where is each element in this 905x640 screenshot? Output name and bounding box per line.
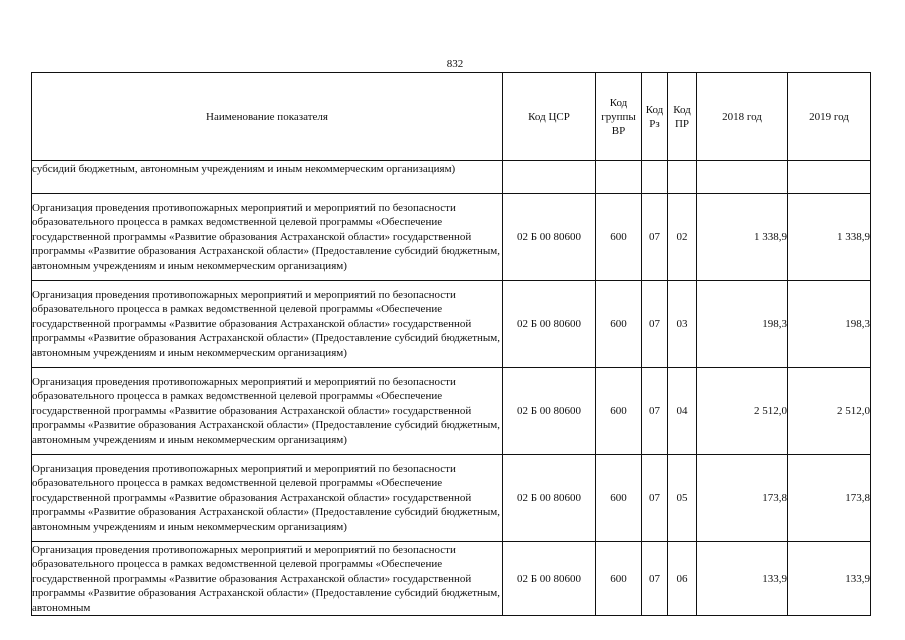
row-vr-code: 600 (596, 194, 642, 281)
table-row-continuation (32, 161, 871, 194)
row-value-2019: 173,8 (788, 455, 871, 542)
row-csr-code: 02 Б 00 80600 (503, 542, 596, 616)
row-rz-code: 07 (642, 455, 668, 542)
row-value-2018: 2 512,0 (697, 368, 788, 455)
row-rz-empty (642, 161, 668, 194)
row-pr-code: 05 (668, 455, 697, 542)
row-rz-code: 07 (642, 194, 668, 281)
row-vr-empty (596, 161, 642, 194)
header-csr-code: Код ЦСР (503, 73, 596, 161)
row-value-2018: 173,8 (697, 455, 788, 542)
table-header-row (32, 73, 871, 161)
table-row (32, 368, 871, 455)
row-name: Организация проведения противопожарных мероприятий и мероприятий по безопасности образовательного процесса в рамках ведомственной целевой программы «Обеспечение государственной программы «Развитие образования Астраханской области» государственной программы «Развитие образования Астраханской области» (Предоставление субсидий бюджетным, автономным учреждениям и иным некоммерческим организациям) (32, 281, 503, 368)
row-rz-code: 07 (642, 281, 668, 368)
row-name: Организация проведения противопожарных мероприятий и мероприятий по безопасности образовательного процесса в рамках ведомственной целевой программы «Обеспечение государственной программы «Развитие образования Астраханской области» государственной программы «Развитие образования Астраханской области» (Предоставление субсидий бюджетным, автономным (32, 542, 503, 616)
row-csr-empty (503, 161, 596, 194)
row-pr-code: 06 (668, 542, 697, 616)
row-vr-code: 600 (596, 281, 642, 368)
row-rz-code: 07 (642, 368, 668, 455)
row-value-2018: 133,9 (697, 542, 788, 616)
table-row (32, 455, 871, 542)
row-name: Организация проведения противопожарных мероприятий и мероприятий по безопасности образовательного процесса в рамках ведомственной целевой программы «Обеспечение государственной программы «Развитие образования Астраханской области» государственной программы «Развитие образования Астраханской области» (Предоставление субсидий бюджетным, автономным учреждениям и иным некоммерческим организациям) (32, 368, 503, 455)
row-vr-code: 600 (596, 542, 642, 616)
row-name: субсидий бюджетным, автономным учреждениям и иным некоммерческим организациям) (32, 161, 503, 194)
row-value-2018: 1 338,9 (697, 194, 788, 281)
row-value-2019: 133,9 (788, 542, 871, 616)
header-year-2019: 2019 год (788, 73, 871, 161)
row-value-2019: 198,3 (788, 281, 871, 368)
row-pr-code: 02 (668, 194, 697, 281)
header-name: Наименование показателя (32, 73, 503, 161)
row-rz-code: 07 (642, 542, 668, 616)
row-vr-code: 600 (596, 455, 642, 542)
header-vr-code: Код группы ВР (596, 73, 642, 161)
row-csr-code: 02 Б 00 80600 (503, 281, 596, 368)
row-vr-code: 600 (596, 368, 642, 455)
row-name: Организация проведения противопожарных мероприятий и мероприятий по безопасности образовательного процесса в рамках ведомственной целевой программы «Обеспечение государственной программы «Развитие образования Астраханской области» государственной программы «Развитие образования Астраханской области» (Предоставление субсидий бюджетным, автономным учреждениям и иным некоммерческим организациям) (32, 455, 503, 542)
row-value-2018: 198,3 (697, 281, 788, 368)
row-csr-code: 02 Б 00 80600 (503, 194, 596, 281)
row-value-2019: 1 338,9 (788, 194, 871, 281)
table-row (32, 194, 871, 281)
row-2019-empty (788, 161, 871, 194)
page-number: 832 (446, 58, 464, 70)
table-row (32, 281, 871, 368)
row-name: Организация проведения противопожарных мероприятий и мероприятий по безопасности образовательного процесса в рамках ведомственной целевой программы «Обеспечение государственной программы «Развитие образования Астраханской области» государственной программы «Развитие образования Астраханской области» (Предоставление субсидий бюджетным, автономным учреждениям и иным некоммерческим организациям) (32, 194, 503, 281)
budget-table (31, 72, 871, 616)
header-rz-code: Код Рз (642, 73, 668, 161)
row-pr-code: 03 (668, 281, 697, 368)
row-pr-code: 04 (668, 368, 697, 455)
row-2018-empty (697, 161, 788, 194)
row-value-2019: 2 512,0 (788, 368, 871, 455)
table-row (32, 542, 871, 616)
row-pr-empty (668, 161, 697, 194)
header-year-2018: 2018 год (697, 73, 788, 161)
row-csr-code: 02 Б 00 80600 (503, 368, 596, 455)
row-csr-code: 02 Б 00 80600 (503, 455, 596, 542)
header-pr-code: Код ПР (668, 73, 697, 161)
